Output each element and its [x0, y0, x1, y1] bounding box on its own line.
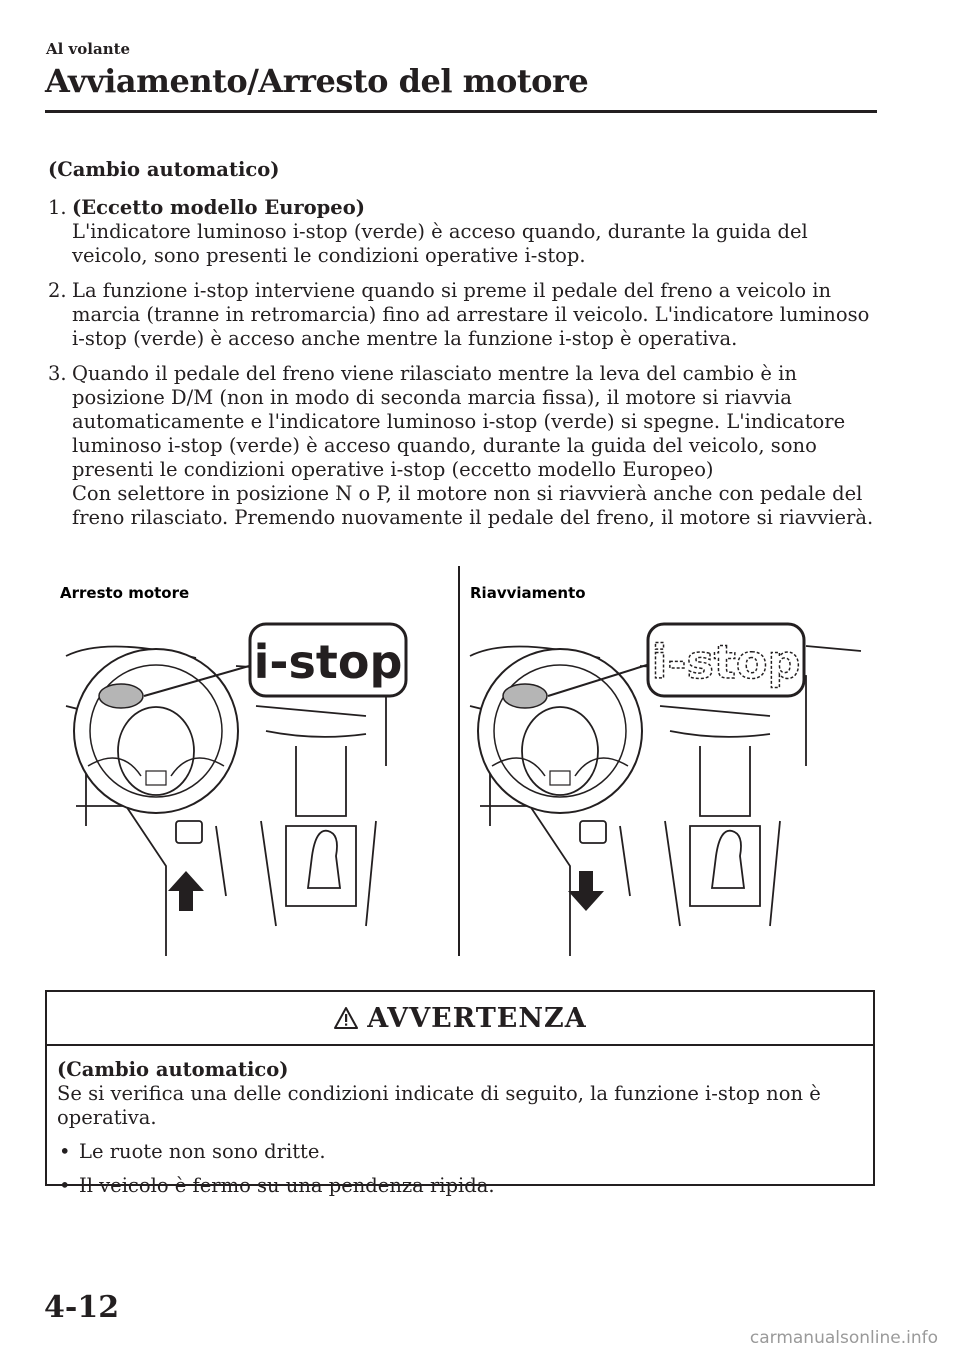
warning-body: [47, 1046, 873, 1198]
warning-intro: Se si verifica una delle condizioni indicate di seguito, la funzione i-stop non è operativa.: [57, 1082, 821, 1129]
label-riavviamento: Riavviamento: [470, 584, 586, 602]
section-label: Al volante: [46, 40, 131, 58]
item-text-continued: Con selettore in posizione N o P, il motore non si riavvierà anche con pedale del freno rilasciato. Premendo nuovamente il pedale del freno, il motore si riavvierà.: [72, 482, 874, 529]
item-text: L'indicatore luminoso i-stop (verde) è acceso quando, durante la guida del veicolo, sono presenti le condizioni operative i-stop.: [72, 220, 808, 267]
item-number: 2.: [48, 279, 67, 302]
i-stop-text-on: i-stop: [253, 635, 403, 689]
item-bold-heading: (Eccetto modello Europeo): [72, 196, 365, 219]
list-item: [57, 1174, 873, 1198]
list-item: [48, 196, 878, 268]
page-number: 4-12: [44, 1290, 120, 1325]
bullet-text: Le ruote non sono dritte.: [79, 1140, 326, 1163]
warning-sub-heading: (Cambio automatico): [57, 1058, 289, 1081]
dashboard-illustration: [46, 566, 876, 958]
bullet-text: Il veicolo è fermo su una pendenza ripida.: [79, 1174, 495, 1197]
bullet-icon: •: [59, 1174, 71, 1197]
footer-watermark: carmanualsonline.info: [749, 1328, 938, 1348]
page-title: Avviamento/Arresto del motore: [45, 62, 589, 100]
indicator-lamp-left: [99, 684, 143, 708]
bullet-icon: •: [59, 1140, 71, 1163]
warning-box: [45, 990, 875, 1197]
steering-wheel-left: [74, 649, 238, 813]
i-stop-text-off: i-stop: [651, 635, 801, 689]
item-number: 3.: [48, 362, 67, 385]
item-number: 1.: [48, 196, 67, 219]
warning-triangle-icon: [333, 1006, 359, 1030]
warning-header: [47, 992, 873, 1046]
pedal-up-arrow-icon: [168, 871, 204, 911]
list-item: [57, 1140, 873, 1164]
item-text: Quando il pedale del freno viene rilasciato mentre la leva del cambio è in posizione D/M (non in modo di seconda marcia fissa), il motore si riavvia automaticamente e l'indicatore luminoso i-stop (verde) si spegne. L'indicatore luminoso i-stop (verde) è acceso quando, durante la guida del veicolo, sono presenti le condizioni operative i-stop (eccetto modello Europeo): [72, 362, 846, 481]
item-text: La funzione i-stop interviene quando si preme il pedale del freno a veicolo in marcia (tranne in retromarcia) fino ad arrestare il veicolo. L'indicatore luminoso i-stop (verde) è acceso anche mentre la funzione i-stop è operativa.: [72, 279, 870, 350]
title-rule: [45, 110, 877, 113]
warning-title: AVVERTENZA: [367, 1002, 587, 1034]
indicator-lamp-right: [503, 684, 547, 708]
sub-heading: (Cambio automatico): [48, 158, 280, 181]
list-item: [48, 362, 878, 530]
pedal-down-arrow-icon: [568, 871, 604, 911]
numbered-list: [48, 196, 878, 541]
label-arresto-motore: Arresto motore: [60, 584, 190, 602]
list-item: [48, 279, 878, 351]
